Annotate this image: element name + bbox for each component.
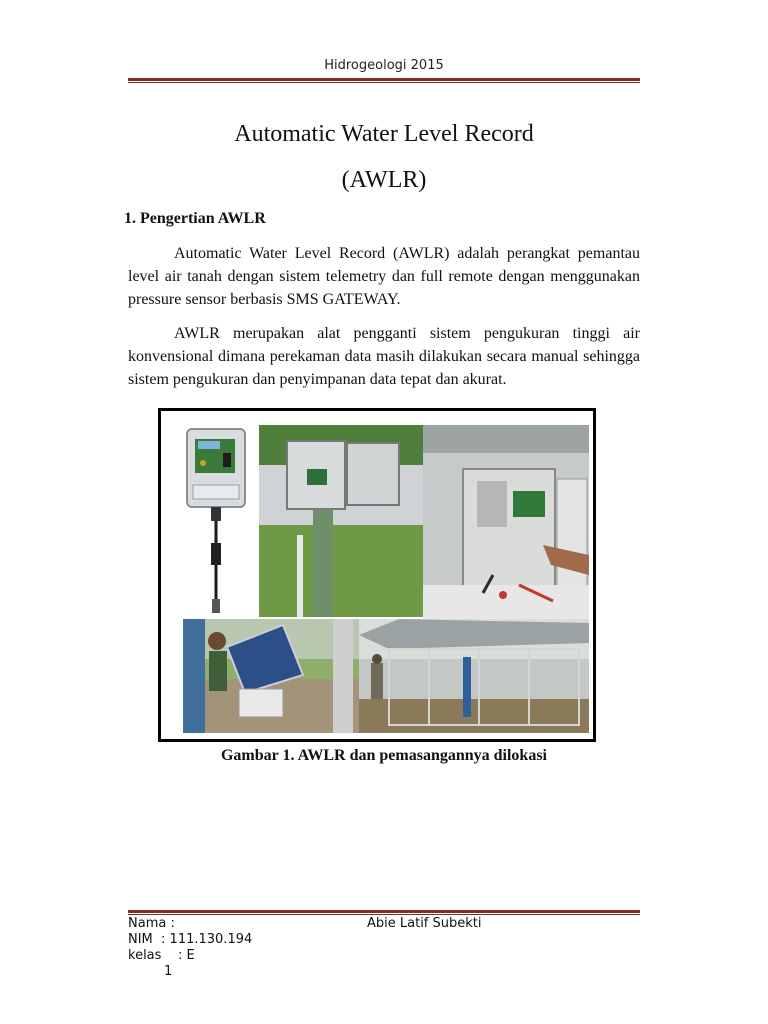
footer-kelas: kelas : E	[128, 948, 195, 963]
paragraph-2: AWLR merupakan alat pengganti sistem pengukuran tinggi air konvensional dimana perekaman data masih dilakukan secara manual sehingga sistem pengukuran dan penyimpanan data tepat dan akurat.	[128, 325, 640, 388]
page-number: 1	[164, 964, 173, 979]
figure-awlr-photos	[158, 408, 596, 742]
photo-caged-station	[359, 619, 589, 733]
footer-rule	[128, 910, 640, 915]
paragraph-1: Automatic Water Level Record (AWLR) adalah perangkat pemantau level air tanah dengan sistem telemetry dan full remote dengan menggunakan pressure sensor berbasis SMS GATEWAY.	[128, 245, 640, 308]
photo-inside-panel	[423, 425, 589, 621]
footer-nama-value: Abie Latif Subekti	[367, 916, 482, 931]
footer-nim: NIM : 111.130.194	[128, 932, 253, 947]
running-header: Hidrogeologi 2015	[324, 58, 444, 73]
figure-caption: Gambar 1. AWLR dan pemasangannya dilokasi	[220, 747, 547, 764]
photo-awlr-device	[173, 423, 259, 617]
section-heading: 1. Pengertian AWLR	[124, 210, 266, 227]
header-rule	[128, 78, 640, 83]
document-subtitle: (AWLR)	[341, 167, 427, 193]
photo-solar-panel	[183, 619, 359, 733]
footer-nama-label: Nama :	[128, 916, 175, 931]
document-title: Automatic Water Level Record	[234, 121, 534, 147]
photo-panel-installation	[259, 425, 423, 617]
